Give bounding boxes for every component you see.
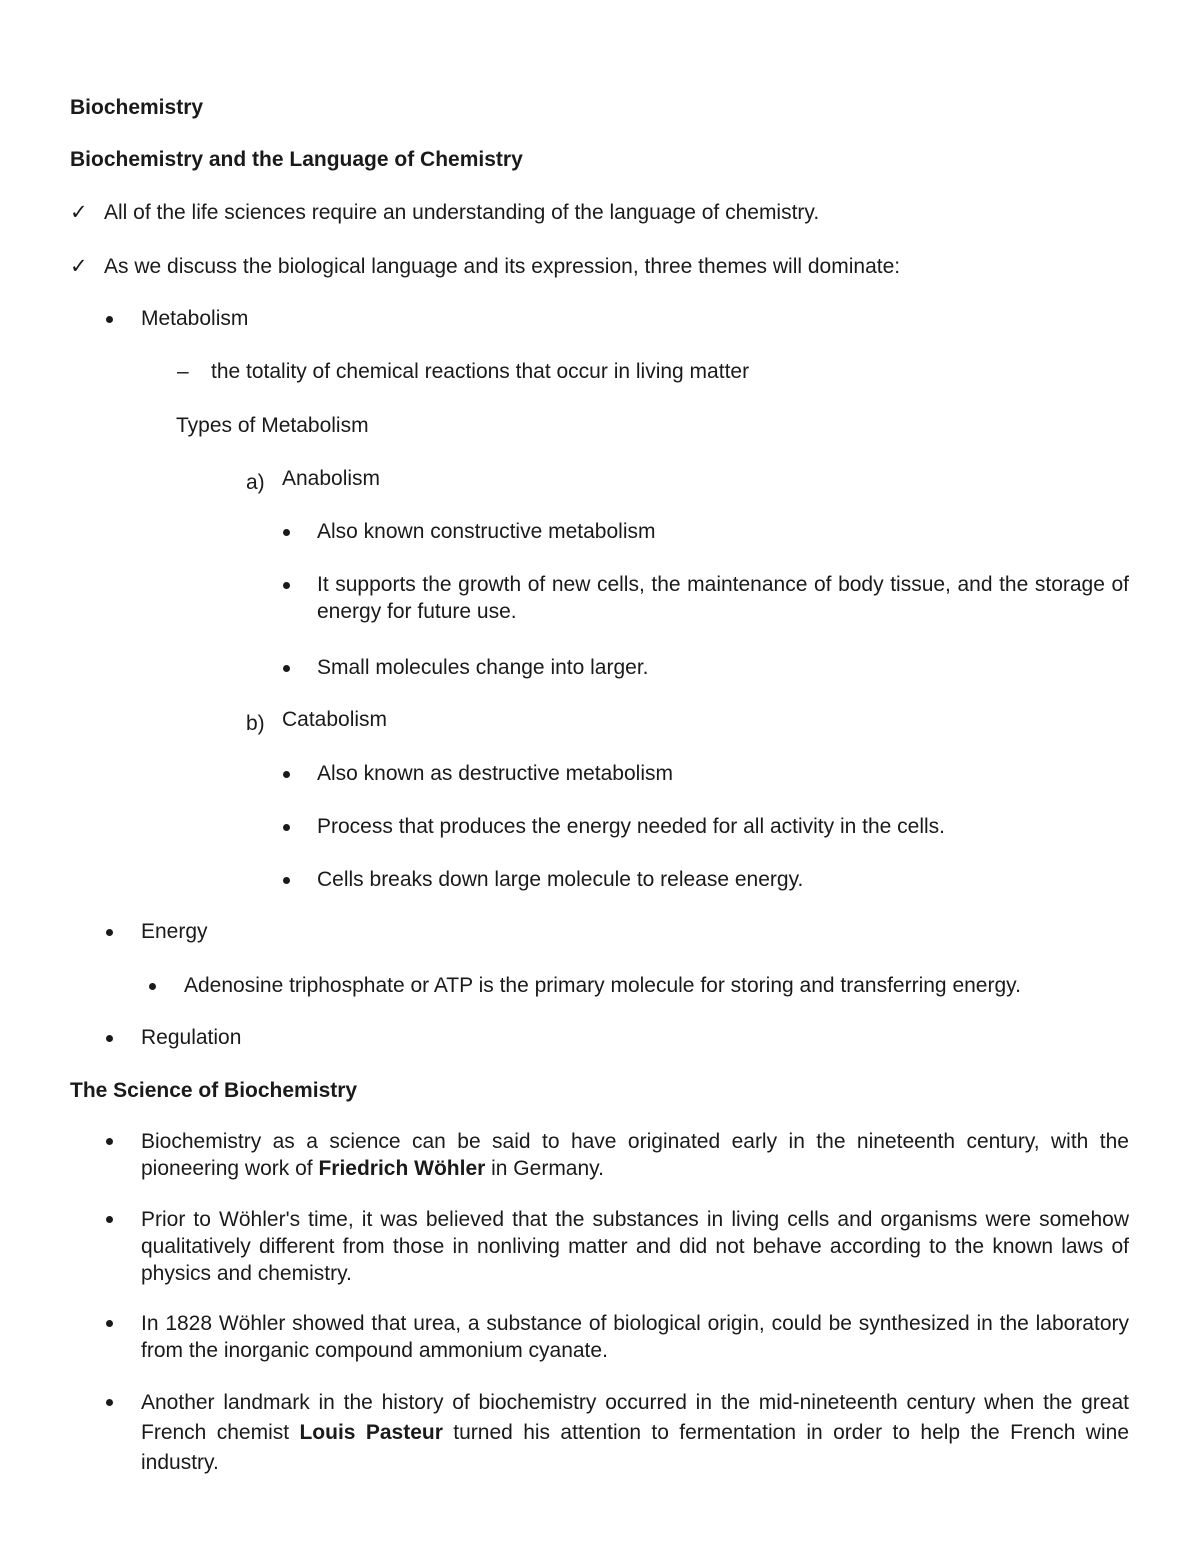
catabolism-point: Also known as destructive metabolism [317, 762, 673, 785]
anabolism-label: Anabolism [282, 467, 381, 490]
bullet-icon [283, 582, 290, 589]
anabolism-point: It supports the growth of new cells, the maintenance of body tissue, and the storage of energy for future use. [317, 573, 1129, 623]
paragraph-wohler: Biochemistry as a science can be said to have originated early in the nineteenth century, with the pioneering work of Friedrich Wöhler in Germany. [141, 1130, 1129, 1180]
bullet-icon [106, 929, 113, 936]
list-marker-b: b) [246, 712, 265, 735]
bullet-icon [106, 316, 113, 323]
catabolism-point: Cells breaks down large molecule to release energy. [317, 868, 804, 891]
check-icon: ✓ [70, 201, 88, 224]
dash-icon: – [177, 360, 189, 383]
catabolism-label: Catabolism [282, 708, 388, 731]
bullet-icon [106, 1320, 113, 1327]
name-friedrich-wohler: Friedrich Wöhler [318, 1157, 486, 1180]
check-item: As we discuss the biological language and its expression, three themes will dominate: [104, 255, 901, 278]
paragraph-prior: Prior to Wöhler's time, it was believed that the substances in living cells and organisms were somehow qualitatively different from those in nonliving matter and did not behave according to the known laws of physics and chemistry. [141, 1208, 1129, 1285]
metabolism-definition: the totality of chemical reactions that occur in living matter [211, 360, 750, 383]
theme-regulation: Regulation [141, 1026, 242, 1049]
bullet-icon [106, 1035, 113, 1042]
paragraph-pasteur: Another landmark in the history of biochemistry occurred in the mid-nineteenth century when the great French chemist Louis Pasteur turned his attention to fermentation in order to help the French wine industry. [141, 1391, 1129, 1474]
bullet-icon [283, 771, 290, 778]
name-louis-pasteur: Louis Pasteur [299, 1421, 443, 1444]
list-marker-a: a) [246, 471, 265, 494]
theme-energy: Energy [141, 920, 208, 943]
bullet-icon [149, 983, 156, 990]
theme-metabolism: Metabolism [141, 307, 249, 330]
anabolism-point: Also known constructive metabolism [317, 520, 656, 543]
bullet-icon [283, 529, 290, 536]
catabolism-point: Process that produces the energy needed for all activity in the cells. [317, 815, 946, 838]
bullet-icon [283, 877, 290, 884]
types-heading: Types of Metabolism [176, 414, 369, 437]
section-heading-language: Biochemistry and the Language of Chemistry [70, 148, 523, 171]
bullet-icon [106, 1216, 113, 1223]
bullet-icon [283, 824, 290, 831]
document-title: Biochemistry [70, 96, 204, 119]
section-heading-science: The Science of Biochemistry [70, 1079, 358, 1102]
energy-point: Adenosine triphosphate or ATP is the primary molecule for storing and transferring energy. [184, 974, 1021, 997]
check-item: All of the life sciences require an understanding of the language of chemistry. [104, 201, 820, 224]
bullet-icon [106, 1138, 113, 1145]
paragraph-urea: In 1828 Wöhler showed that urea, a substance of biological origin, could be synthesized in the laboratory from the inorganic compound ammonium cyanate. [141, 1312, 1129, 1362]
anabolism-point: Small molecules change into larger. [317, 656, 649, 679]
bullet-icon [106, 1399, 113, 1406]
bullet-icon [283, 665, 290, 672]
check-icon: ✓ [70, 255, 88, 278]
